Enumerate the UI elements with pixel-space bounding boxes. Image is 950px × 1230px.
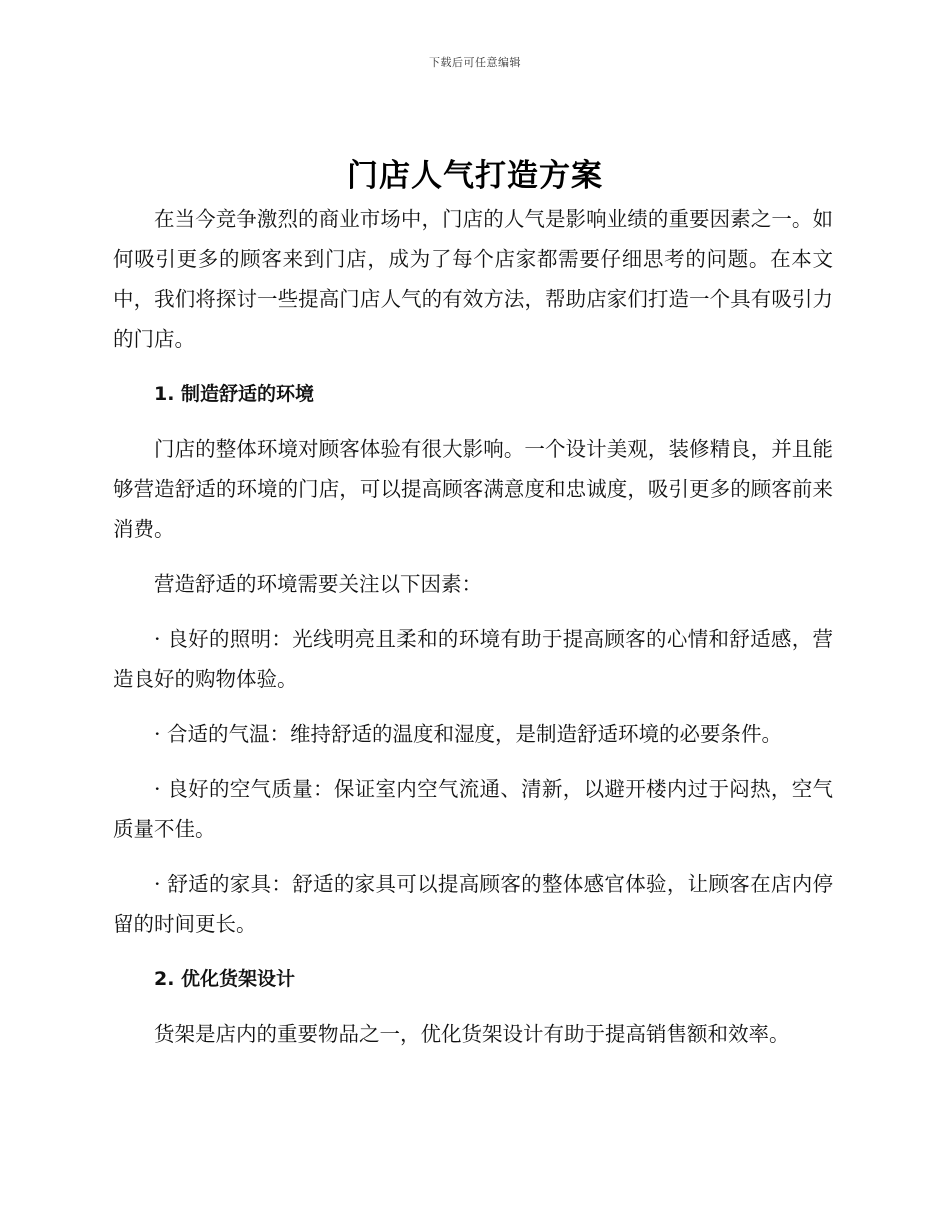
bullet-air-quality: · 良好的空气质量：保证室内空气流通、清新，以避开楼内过于闷热，空气质量不佳。 xyxy=(113,777,833,841)
section1-paragraph-1: 门店的整体环境对顾客体验有很大影响。一个设计美观，装修精良，并且能够营造舒适的环境的门店，可以提高顾客满意度和忠诚度，吸引更多的顾客前来消费。 xyxy=(113,437,833,541)
document-body xyxy=(113,199,833,1069)
section2-paragraph-1: 货架是店内的重要物品之一，优化货架设计有助于提高销售额和效率。 xyxy=(154,1022,790,1046)
bullet-temperature: · 合适的气温：维持舒适的温度和湿度，是制造舒适环境的必要条件。 xyxy=(154,722,783,746)
section-heading-1: 1. 制造舒适的环境 xyxy=(154,383,315,405)
bullet-furniture: · 舒适的家具：舒适的家具可以提高顾客的整体感官体验，让顾客在店内停留的时间更长。 xyxy=(113,872,833,936)
page-header: 下载后可任意编辑 xyxy=(429,56,521,69)
section1-paragraph-2: 营造舒适的环境需要关注以下因素： xyxy=(154,572,482,596)
document-title: 门店人气打造方案 xyxy=(347,158,603,194)
bullet-lighting: · 良好的照明：光线明亮且柔和的环境有助于提高顾客的心情和舒适感，营造良好的购物体验。 xyxy=(113,627,833,691)
section-heading-2: 2. 优化货架设计 xyxy=(154,968,296,990)
intro-paragraph: 在当今竞争激烈的商业市场中，门店的人气是影响业绩的重要因素之一。如何吸引更多的顾客来到门店，成为了每个店家都需要仔细思考的问题。在本文中，我们将探讨一些提高门店人气的有效方法，帮助店家们打造一个具有吸引力的门店。 xyxy=(113,207,833,351)
